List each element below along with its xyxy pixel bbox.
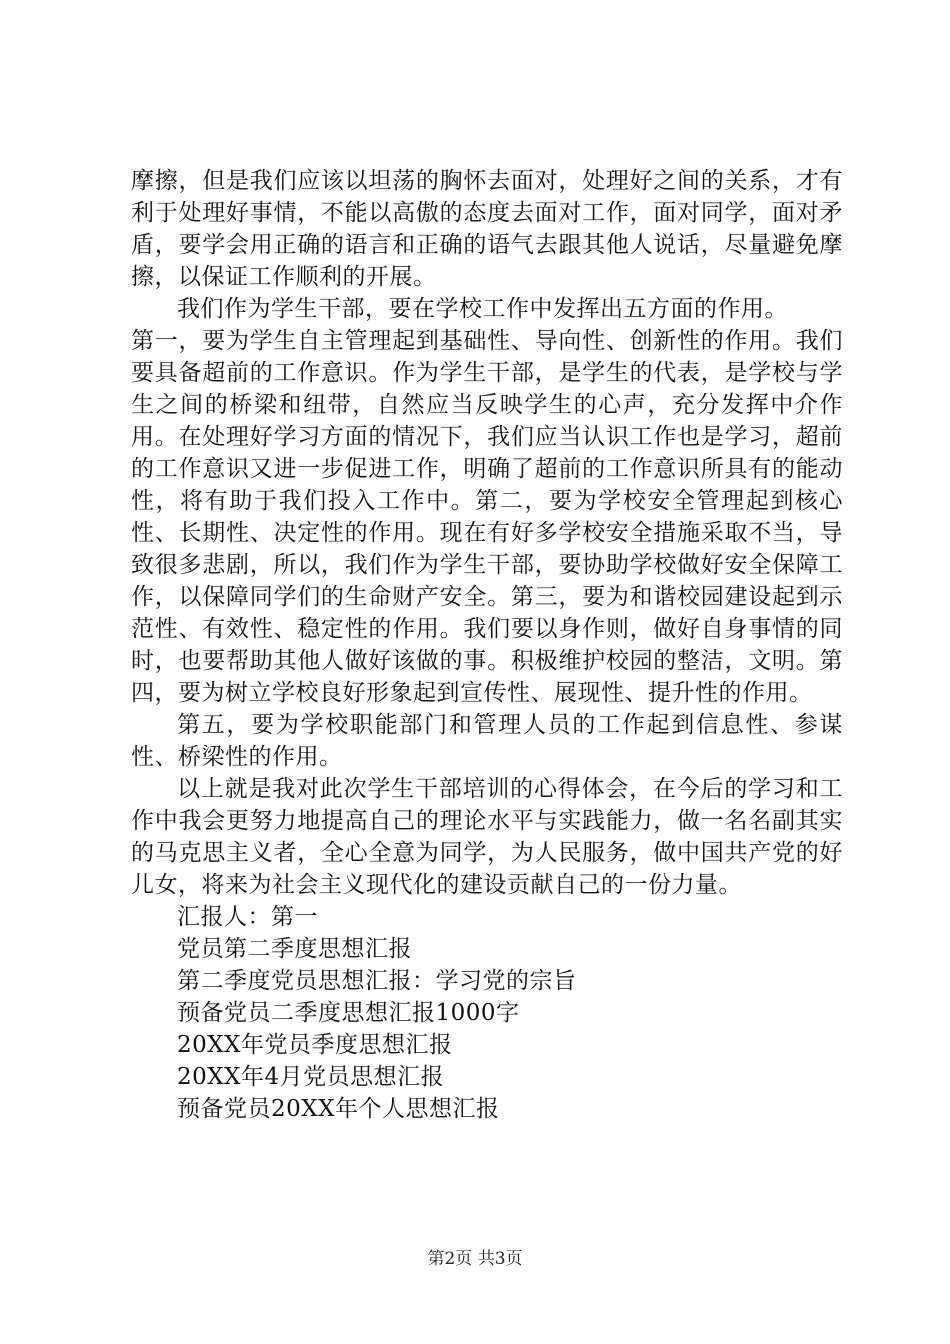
page-number-footer: 第2页 共3页 <box>427 1249 523 1269</box>
related-item: 预备党员20XX年个人思想汇报 <box>177 1096 500 1122</box>
signature-line: 汇报人：第一 <box>177 904 318 930</box>
related-item: 第二季度党员思想汇报：学习党的宗旨 <box>177 968 577 994</box>
paragraph-roles: 第一，要为学生自主管理起到基础性、导向性、创新性的作用。我们要具备超前的工作意识。作为学生干部，是学生的代表，是学校与学生之间的桥梁和纽带，自然应当反映学生的心声，充分发挥中介作用。在处理好学习方面的情况下，我们应当认识工作也是学习，超前的工作意识又进一步促进工作，明确了超前的工作意识所具有的能动性，将有助于我们投入工作中。第二，要为学校安全管理起到核心性、长期性、决定性的作用。现在有好多学校安全措施采取不当，导致很多悲剧，所以，我们作为学生干部，要协助学校做好安全保障工作，以保障同学们的生命财产安全。第三，要为和谐校园建设起到示范性、有效性、稳定性的作用。我们要以身作则，做好自身事情的同时，也要帮助其他人做好该做的事。积极维护校园的整洁，文明。第四，要为树立学校良好形象起到宣传性、展现性、提升性的作用。 <box>131 328 843 706</box>
document-body <box>131 165 843 1125</box>
paragraph-intro: 我们作为学生干部，要在学校工作中发挥出五方面的作用。 <box>177 296 788 322</box>
related-item: 党员第二季度思想汇报 <box>177 936 412 962</box>
paragraph-conclusion: 以上就是我对此次学生干部培训的心得体会，在今后的学习和工作中我会更努力地提高自己的理论水平与实践能力，做一名名副其实的马克思主义者，全心全意为同学，为人民服务，做中国共产党的好儿女，将来为社会主义现代化的建设贡献自己的一份力量。 <box>131 776 843 898</box>
related-item: 20XX年党员季度思想汇报 <box>177 1032 453 1058</box>
paragraph-fifth-role: 第五，要为学校职能部门和管理人员的工作起到信息性、参谋性、桥梁性的作用。 <box>131 712 843 770</box>
related-item: 预备党员二季度思想汇报1000字 <box>177 1000 520 1026</box>
paragraph-continuation: 摩擦，但是我们应该以坦荡的胸怀去面对，处理好之间的关系，才有利于处理好事情，不能以高傲的态度去面对工作，面对同学，面对矛盾，要学会用正确的语言和正确的语气去跟其他人说话，尽量避免摩擦，以保证工作顺利的开展。 <box>131 168 843 290</box>
related-item: 20XX年4月党员思想汇报 <box>177 1064 445 1090</box>
